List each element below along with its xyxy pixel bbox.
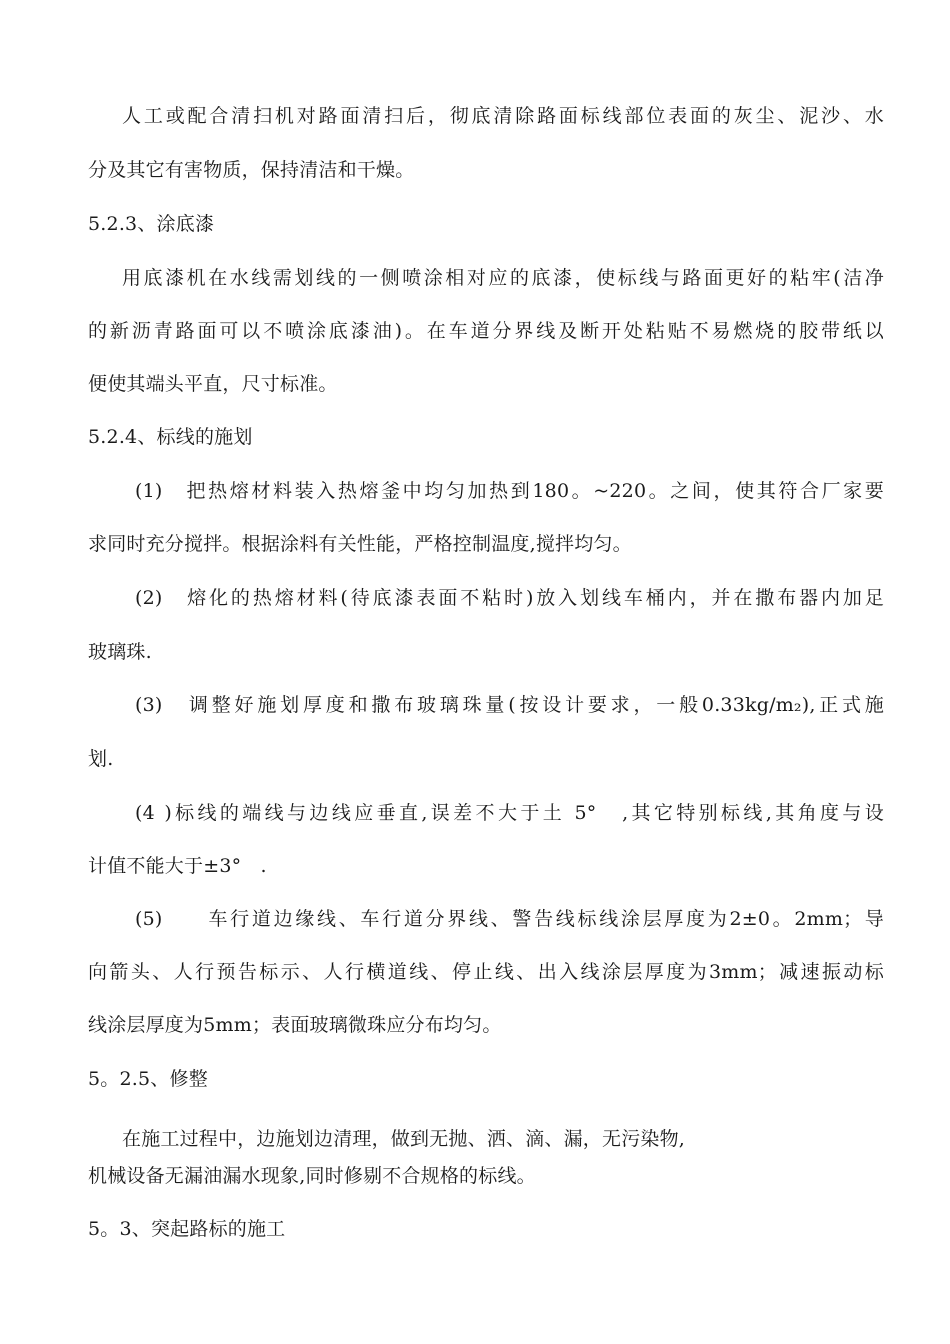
section-heading-5-3: 5。3、突起路标的施工 — [88, 1218, 286, 1240]
paragraph-line: 便使其端头平直，尺寸标准。 — [88, 373, 338, 395]
list-item-2: (2) 熔化的热熔材料(待底漆表面不粘时)放入划线车桶内，并在撒布器内加足 — [135, 587, 884, 609]
list-item-1: (1) 把热熔材料装入热熔釜中均匀加热到180。~220。之间，使其符合厂家要 — [135, 480, 884, 502]
section-heading-5-2-3: 5.2.3、涂底漆 — [88, 213, 215, 235]
paragraph-line: 分及其它有害物质，保持清洁和干燥。 — [88, 159, 415, 181]
section-heading-5-2-5: 5。2.5、修整 — [88, 1068, 208, 1090]
paragraph-line: 在施工过程中，边施划边清理，做到无抛、洒、滴、漏，无污染物, — [122, 1128, 686, 1150]
paragraph-line: 人工或配合清扫机对路面清扫后，彻底清除路面标线部位表面的灰尘、泥沙、水 — [122, 105, 884, 127]
paragraph-line: 玻璃珠. — [88, 641, 152, 663]
paragraph-line: 计值不能大于±3° . — [88, 855, 267, 877]
paragraph-line: 的新沥青路面可以不喷涂底漆油)。在车道分界线及断开处粘贴不易燃烧的胶带纸以 — [88, 320, 884, 342]
paragraph-line: 求同时充分搅拌。根据涂料有关性能，严格控制温度,搅拌均匀。 — [88, 533, 632, 555]
paragraph-line: 用底漆机在水线需划线的一侧喷涂相对应的底漆，使标线与路面更好的粘牢(洁净 — [122, 267, 884, 289]
paragraph-line: 线涂层厚度为5mm；表面玻璃微珠应分布均匀。 — [88, 1014, 502, 1036]
list-item-4: (4 )标线的端线与边线应垂直,误差不大于土 5° ,其它特别标线,其角度与设 — [135, 802, 884, 824]
list-item-5: (5) 车行道边缘线、车行道分界线、警告线标线涂层厚度为2±0。2mm；导 — [135, 908, 884, 930]
paragraph-line: 机械设备无漏油漏水现象,同时修剔不合规格的标线。 — [88, 1165, 536, 1187]
paragraph-line: 向箭头、人行预告标示、人行横道线、停止线、出入线涂层厚度为3mm；减速振动标 — [88, 961, 884, 983]
list-item-3: (3) 调整好施划厚度和撒布玻璃珠量(按设计要求，一般0.33kg/m₂),正式施 — [135, 694, 884, 716]
section-heading-5-2-4: 5.2.4、标线的施划 — [88, 426, 253, 448]
paragraph-line: 划. — [88, 748, 114, 770]
